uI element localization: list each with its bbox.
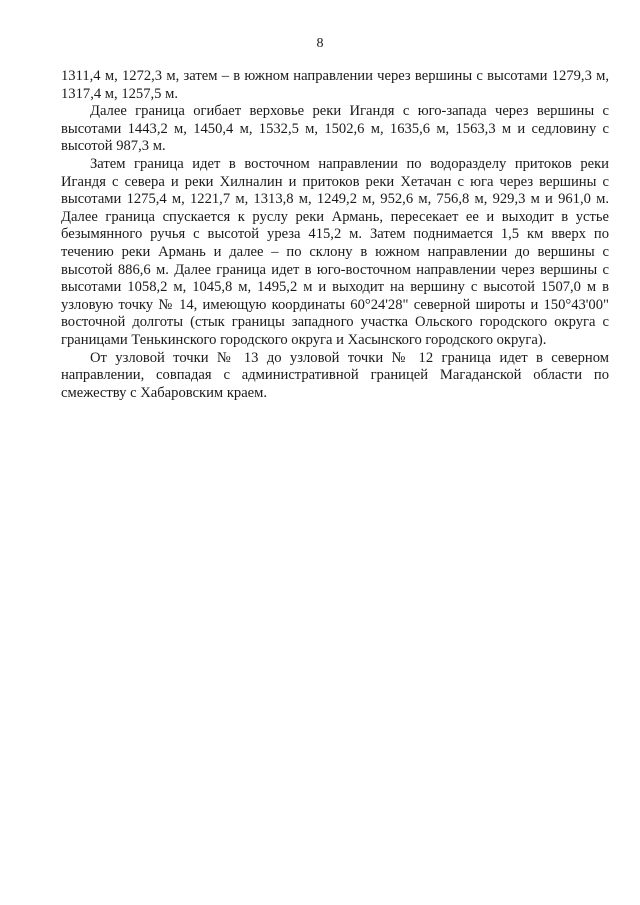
- document-body: [61, 68, 609, 402]
- paragraph-4: От узловой точки № 13 до узловой точки № 12 граница идет в северном направлении, совпадая с административной границей Магаданской области по смежеству с Хабаровским краем.: [61, 349, 609, 401]
- paragraph-1: 1311,4 м, 1272,3 м, затем – в южном направлении через вершины с высотами 1279,3 м, 1317,4 м, 1257,5 м.: [61, 68, 609, 102]
- page-number: 8: [316, 36, 324, 51]
- paragraph-2: Далее граница огибает верховье реки Игандя с юго-запада через вершины с высотами 1443,2 м, 1450,4 м, 1532,5 м, 1502,6 м, 1635,6 м, 1563,3 м и седловину с высотой 987,3 м.: [61, 103, 609, 155]
- paragraph-3: Затем граница идет в восточном направлении по водоразделу притоков реки Игандя с севера и реки Хилналин и притоков реки Хетачан с юга через вершины с высотами 1275,4 м, 1221,7 м, 1313,8 м, 1249,2 м, 952,6 м, 756,8 м, 929,3 м и 961,0 м. Далее граница спускается к руслу реки Армань, пересекает ее и выходит в устье безымянного ручья с высотой уреза 415,2 м. Затем поднимается 1,5 км вверх по течению реки Армань и далее – по склону в южном направлении до вершины с высотой 886,6 м. Далее граница идет в юго-восточном направлении через вершины с высотами 1058,2 м, 1045,8 м, 1495,2 м и выходит на вершину с высотой 1507,0 м в узловую точку № 14, имеющую координаты 60°24'28" северной широты и 150°43'00" восточной долготы (стык границы западного участка Ольского городского округа с границами Тенькинского городского округа и Хасынского городского округа).: [61, 155, 609, 348]
